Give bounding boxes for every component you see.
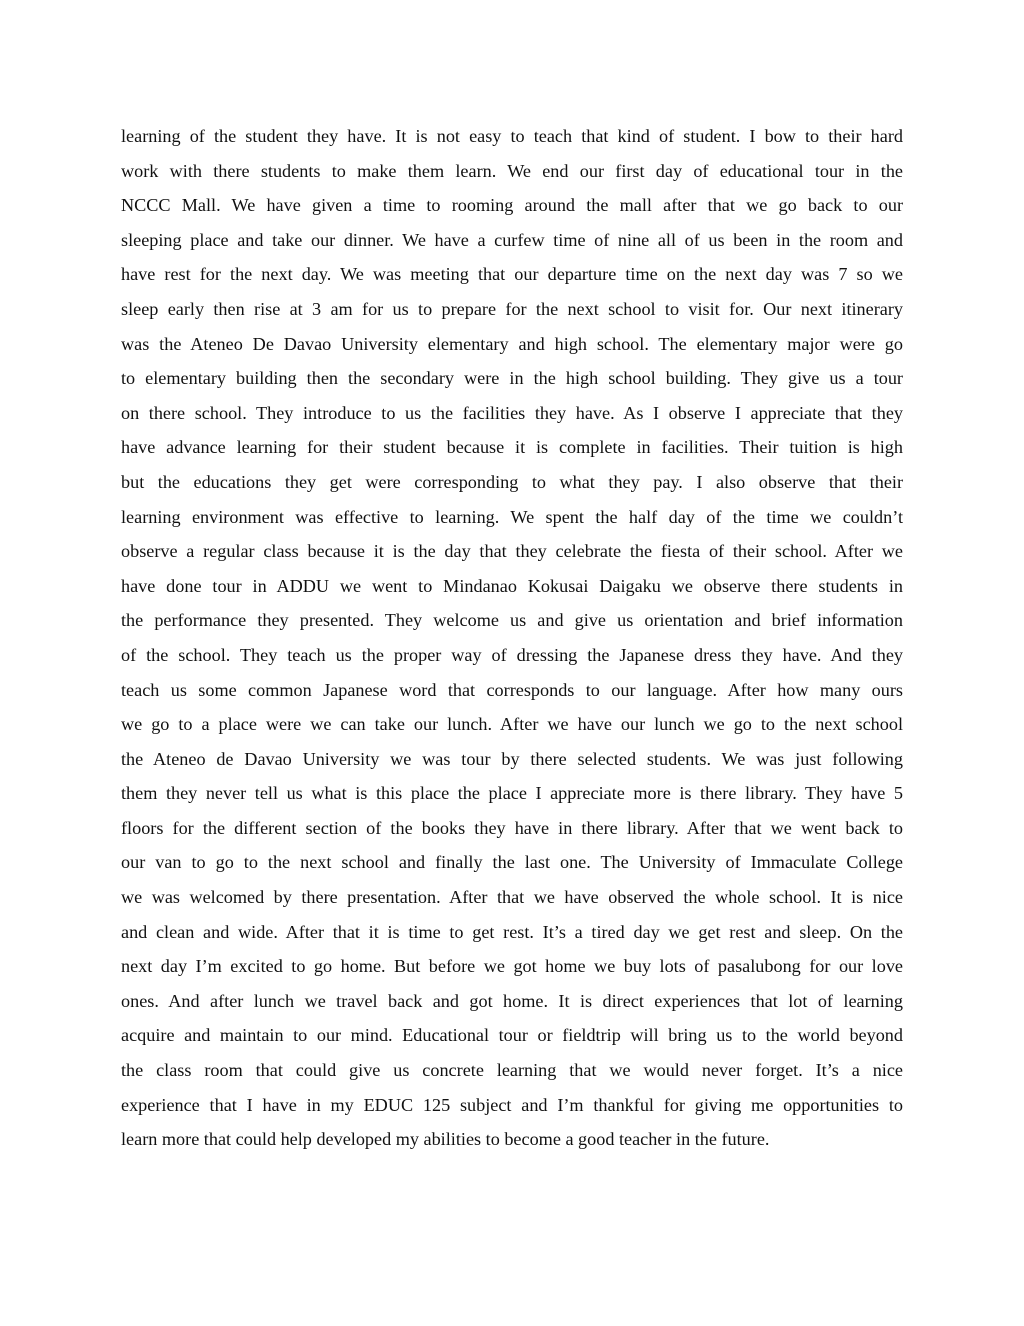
text-line: the Ateneo de Davao University we was tour by there selected students. We was just following [121, 748, 903, 769]
text-line: of the school. They teach us the proper way of dressing the Japanese dress they have. And they [121, 644, 903, 665]
text-line: observe a regular class because it is the day that they celebrate the fiesta of their school. After we [121, 541, 903, 562]
text-line: learning of the student they have. It is not easy to teach that kind of student. I bow to their hard [121, 126, 903, 146]
text-line: have rest for the next day. We was meeting that our departure time on the next day was 7 so we [121, 264, 903, 285]
text-line: sleep early then rise at 3 am for us to prepare for the next school to visit for. Our next itinerary [121, 298, 903, 319]
text-line: have advance learning for their student because it is complete in facilities. Their tuition is high [121, 437, 903, 458]
text-line: next day I’m excited to go home. But before we got home we buy lots of pasalubong for our love [121, 956, 903, 977]
text-line: have done tour in ADDU we went to Mindanao Kokusai Daigaku we observe there students in [121, 575, 903, 596]
text-line: was the Ateneo De Davao University elementary and high school. The elementary major were go [121, 333, 903, 354]
text-line: experience that I have in my EDUC 125 subject and I’m thankful for giving me opportunities to [121, 1094, 903, 1115]
text-line: but the educations they get were corresponding to what they pay. I also observe that their [121, 471, 903, 492]
text-line: our van to go to the next school and finally the last one. The University of Immaculate College [121, 852, 903, 873]
text-line: learn more that could help developed my abilities to become a good teacher in the future. [121, 1129, 770, 1150]
text-line: NCCC Mall. We have given a time to rooming around the mall after that we go back to our [121, 195, 903, 216]
text-line: sleeping place and take our dinner. We have a curfew time of nine all of us been in the room and [121, 229, 903, 250]
body-paragraph [121, 119, 903, 1157]
text-line: floors for the different section of the books they have in there library. After that we went back to [121, 817, 903, 838]
text-line: learning environment was effective to learning. We spent the half day of the time we couldn’t [121, 506, 903, 527]
text-line: to elementary building then the secondary were in the high school building. They give us a tour [121, 368, 903, 389]
text-line: them they never tell us what is this place the place I appreciate more is there library. They have 5 [121, 783, 903, 804]
text-line: the performance they presented. They welcome us and give us orientation and brief information [121, 610, 903, 631]
text-line: work with there students to make them learn. We end our first day of educational tour in the [121, 160, 903, 181]
text-line: ones. And after lunch we travel back and got home. It is direct experiences that lot of learning [121, 990, 903, 1011]
text-line: acquire and maintain to our mind. Educational tour or fieldtrip will bring us to the world beyond [121, 1025, 903, 1046]
text-line: teach us some common Japanese word that corresponds to our language. After how many ours [121, 679, 903, 700]
text-line: and clean and wide. After that it is time to get rest. It’s a tired day we get rest and sleep. On the [121, 921, 903, 942]
text-line: we go to a place were we can take our lunch. After we have our lunch we go to the next school [121, 714, 903, 735]
text-line: on there school. They introduce to us the facilities they have. As I observe I appreciate that they [121, 402, 903, 423]
text-line: we was welcomed by there presentation. After that we have observed the whole school. It is nice [121, 887, 903, 908]
text-line: the class room that could give us concrete learning that we would never forget. It’s a nice [121, 1060, 903, 1081]
